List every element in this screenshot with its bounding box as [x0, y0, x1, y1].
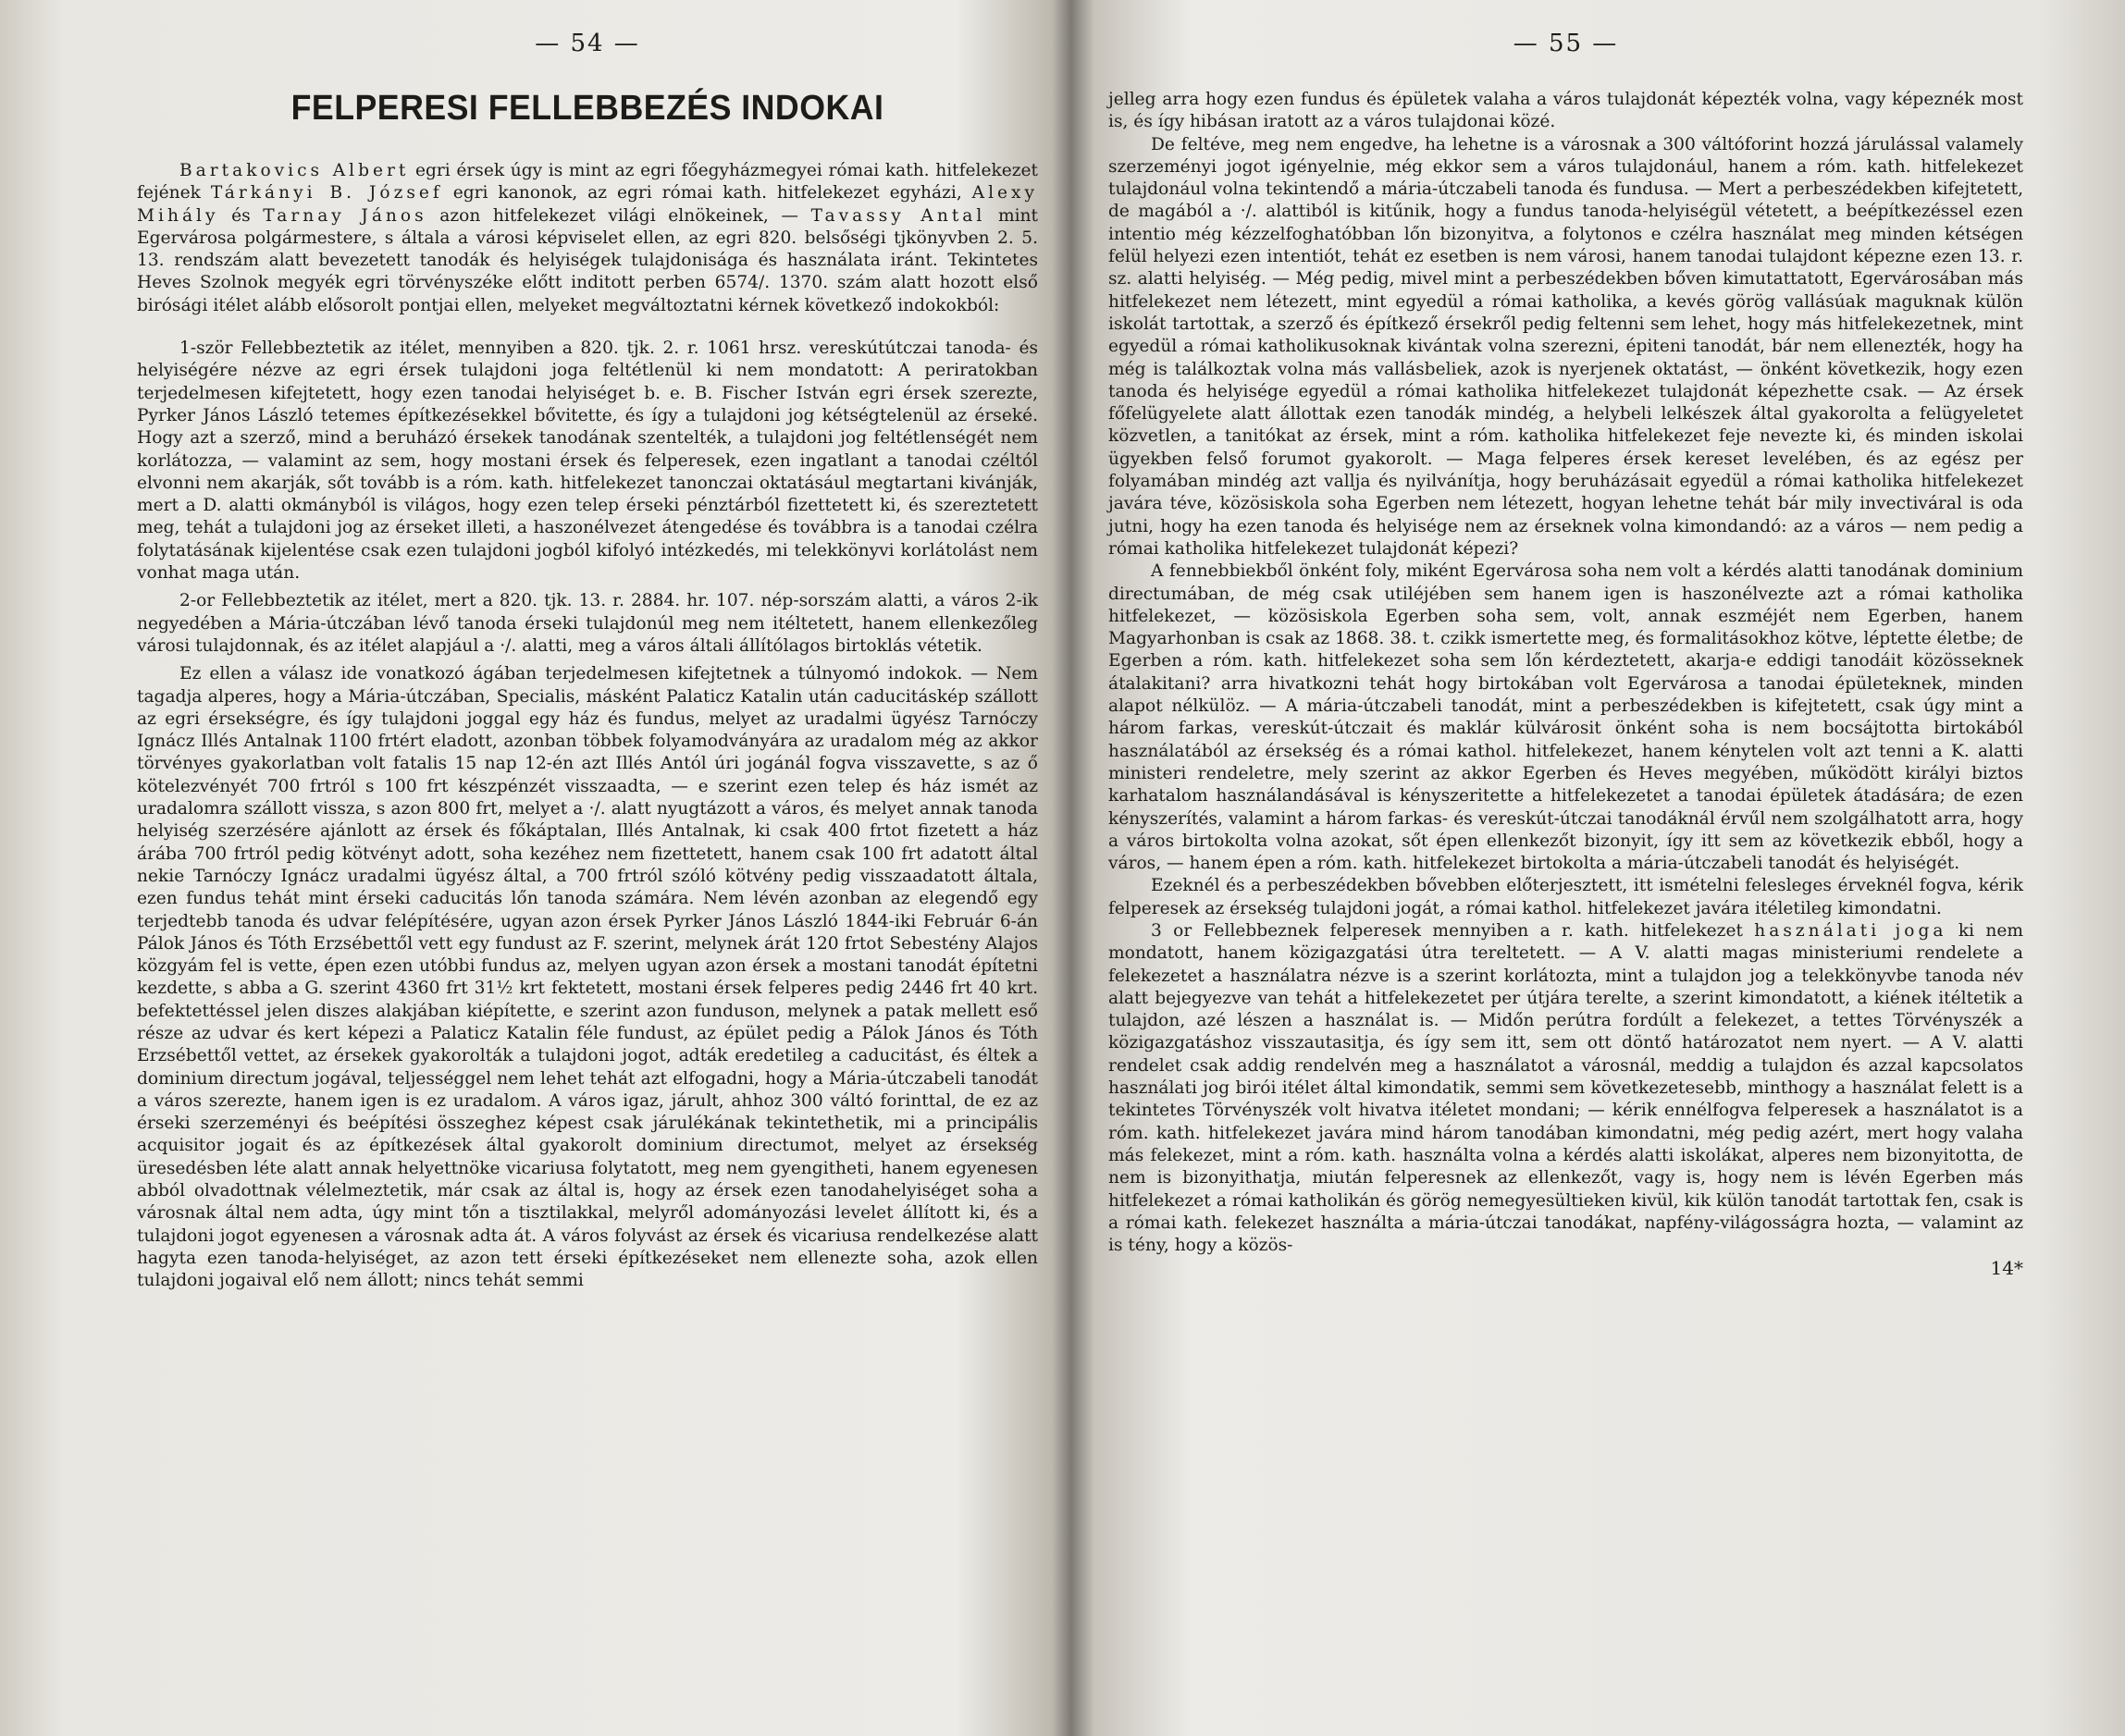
left-page-text [137, 160, 1038, 1293]
emphasized-term: használati joga [1754, 920, 1947, 941]
paragraph-point-1: 1-ször Fellebbeztetik az itélet, mennyiben a 820. tjk. 2. r. 1061 hrsz. vereskútútczai tanoda- és helyiségére nézve az egri érsek tulajdoni joga feltétlenül ki nem mondatott: A periratokban terjedelmesen kifejtetett, hogy ezen tanodai helyiséget b. e. B. Fischer István egri érsek szerezte, Pyrker János László tetemes építkezésekkel bővitette, és így a tulajdoni jog kétségtelenül az érseké. Hogy azt a szerző, mind a beruházó érsekek tanodának szentelték, a tulajdoni jog feltétlenségét nem korlátozza, — valamint az sem, hogy mostani érsek és felperesek, ezen ingatlant a tanodai czéltól elvonni nem akarják, sőt tovább is a róm. kath. hitfelekezet tanonczai oktatásául megtartani kivánják, mert a D. alatti okmányból is világos, hogy ezen telep érseki pénztárból fizettetett ki, és szereztetett meg, tehát a tulajdoni jog az érseket illeti, a haszonélvezet átengedése és továbbra is a tanodai czélra folytatásának kijelentése csak ezen tulajdoni jogból kifolyó intézkedés, mi telekkönyvi korlátolást nem vonhat maga után. [137, 339, 1038, 584]
printer-signature: 14* [1990, 1257, 2023, 1280]
paragraph-point-2: 2-or Fellebbeztetik az itélet, mert a 820. tjk. 13. r. 2884. hr. 107. nép-sorszám alatti, a város 2-ik negyedében a Mária-útczában lévő tanoda érseki tulajdonúl meg nem itéltetett, hanem ellenkezőleg városi tulajdonnak, és az itélet alapjául a ·/. alatti, meg a város általi állítólagos birtoklás vétetik. [137, 591, 1038, 656]
paragraph-continued: jelleg arra hogy ezen fundus és épületek valaha a város tulajdonát képezték volna, vagy képeznék most is, és így hibásan iratott az a város tulajdonai közé. [1108, 90, 2023, 132]
right-page-text [1108, 89, 2023, 1279]
page-number-right: — 55 — [1513, 30, 1619, 57]
intro-paragraph: Bartakovics Albert egri érsek úgy is mint az egri főegyházmegyei római kath. hitfelekezet fejének Tárkányi B. József egri kanonok, az egri római kath. hitfelekezet egyházi, Alexy Mihály és Tarnay János azon hitfelekezet világi elnökeinek, — Tavassy Antal mint Egervárosa polgármestere, s általa a városi képviselet ellen, az egri 820. belsőségi tjkönyvben 2. 5. 13. rendszám alatt bevezetett tanodák és helyiségek tulajdonisága és használata iránt. Tekintetes Heves Szolnok megyék egri törvényszéke előtt inditott perben 6574/. 1370. szám alatt hozott első birósági itélet alább elősorolt pontjai ellen, melyeket megváltoztatni kérnek következő indokokból: [137, 161, 1039, 315]
page-number-left: — 54 — [535, 30, 640, 57]
section-heading: FELPERESI FELLEBBEZÉS INDOKAI [290, 89, 884, 128]
paragraph-right-2: A fennebbiekből önként foly, miként Egervárosa soha nem volt a kérdés alatti tanodának dominium directumában, de még csak utiléjében sem hanem igen is haszonélvezte azt a római katholika hitfelekezet, — közösiskola Egerben soha sem, volt, annak eszméjét nem Egerben, hanem Magyarhonban is csak az 1868. 38. t. czikk ismertette meg, és formalitásokhoz kötve, léptette életbe; de Egerben a róm. kath. hitfelekezet soha sem lőn kérdeztetett, akarja-e eddigi tanodáit közösseknek átalakitani? arra hivatkozni tehát hogy birtokában volt Egervárosa a tanodai épületeknek, minden alapot nélkülöz. — A mária-útczabeli tanodát, mint a perbeszédekben is kifejtetett, csak úgy mint a három farkas, vereskút-útczait és maklár külvárosit önként soha is nem bocsájtotta birtokából használatából az érsekség és a római kathol. hitfelekezet, hanem kénytelen volt azt tenni a K. alatti ministeri rendeletre, mely szerint az akkor Egerben és Heves megyében, működött királyi biztos karhatalom használandásával is kényszeritette a hitfelekezetet a tanodai épületek átadására; de ezen kényszerítés, valamint a három farkas- és vereskút-útczai tanodáknál érvűl nem szolgálhatott arra, hogy a város birtokolta volna azokat, sőt épen ellenkezőt bizonyit, így itt sem az következik ebből, hogy a város, — hanem épen a róm. kath. hitfelekezet birtokolta a mária-útczabeli tanodát és helyiségét. [1108, 561, 2023, 874]
paragraph-right-1: De feltéve, meg nem engedve, ha lehetne is a városnak a 300 váltóforint hozzá járulással valamely szerzeményi jogot igényelnie, még ekkor sem a város tulajdonául, hanem a róm. kath. hitfelekezet tulajdonául volna tekintendő a mária-útczabeli tanoda és fundusa. — Mert a perbeszédekben kifejtetett, de magából a ·/. alattiból is kitűnik, hogy a fundus tanoda-helyiségül vétetett, a beépítkezéssel ezen intentio még kézzelfoghatóbban lőn bizonyitva, a folytonos e czélra használat meg minden kétségen felül helyezi ezen intentiót, tehát ez esetben is nem városi, hanem tanodai tulajdont képezne ezen 13. r. sz. alatti helyiség. — Még pedig, mivel mint a perbeszédekben bőven kimutattatott, Egervárosában más hitfelekezet nem létezett, mint egyedül a római katholika, a kevés görög vallásúak maguknak külön iskolát tartottak, a szerző és építkező érsekről pedig feltenni sem lehet, hogy más hitfelekezetnek, mint egyedül a római katholikusoknak kivántak volna szerezni, épiteni tanodát, bár nem ellenezték, hogy ha még is találkoztak volna más vallásbeliek, azok is nyerjenek oktatást, — önként következik, hogy ezen tanoda és helyisége egyedül a római katholika hitfelekezet tulajdonát képezhette csak. — Az érsek főfelügyelete alatt állottak ezen tanodák mindég, a helybeli lelkészek által gyakorolta a felügyeletet közvetlen, a tanitókat az érsek, mint a róm. katholika hitfelekezet feje nevezte ki, és minden iskolai ügyekben felső forumot gyakorolt. — Maga felperes érsek kereset levelében, és az egész per folyamában mindég azt vallja és nyilvánítja, hogy beruházásait egyedül a római katholika hitfelekezet javára téve, közösiskola soha Egerben nem létezett, hogyan lehetne tehát bár mily invectiváral is oda jutni, hogy ha ezen tanoda és helyisége nem az érseknek volna kimondandó: az a város — nem pedig a római katholika hitfelekezet tulajdonát képezi? [1108, 134, 2023, 559]
paragraph-reply: Ez ellen a válasz ide vonatkozó ágában terjedelmesen kifejtetnek a túlnyomó indokok. — Nem tagadja alperes, hogy a Mária-útczában, Specialis, másként Palaticz Katalin után caducitáskép szállott az egri érsekségre, és így tulajdoni joggal egy ház és fundus, melyet az uradalmi ügyész Tarnóczy Ignácz Illés Antalnak 1100 frtért eladott, azonban többek folyamodványára az uradalom még az akkor törvényes gyakorlatban volt fatalis 15 nap 12-én azt Illés Antól úri jogánál fogva visszavette, s az ő kötelezvényét 700 frtról s 100 frt készpénzét visszaadta, — e szerint ezen telep és ház ismét az uradalomra szállott vissza, s azon 800 frt, melyet a ·/. alatt nyugtázott a város, és melyet annak tanoda helyiség szerzésére ajánlott az érsek és főkáptalan, Illés Antalnak, ki csak 400 frtot fizetett a ház árába 700 frtról pedig kötvényt adott, soha kezéhez nem fizettetett, hanem csak 100 frt adatott által nekie Tarnóczy Ignácz uradalmi ügyész által, a 700 frtról szóló kötvény pedig visszaadatott általa, ezen fundus tehát mint érseki caducitás lőn tanoda számára. Nem lévén azonban az elegendő egy terjedtebb tanoda és udvar felépítésére, ugyan azon érsek Pyrker János László 1844-iki Február 6-án Pálok János és Tóth Erzsébettől vett egy fundust az F. szerint, melynek árát 120 frtot Sebestény Alajos közgyám fel is vette, épen ezen utóbbi fundus az, melyen ugyan azon érsek a mostani tanodát építetni kezdette, s abba a G. szerint 4360 frt 31½ krt fektetett, mostani érsek felperes pedig 2446 frt 40 krt. befektettéssel jelen diszes alakjában kiépítette, e szerint azon funduson, melynek a patak mellett eső része az udvar és kert képezi a Palaticz Katalin féle fundust, az épület pedig a Pálok János és Tóth Erzsébettől vettet, az érsekek gyakorolták a tulajdoni jogot, adták eredetileg a caducitást, és éltek a dominium directum jogával, teljességgel nem lehet tehát azt elfogadni, hogy a Mária-útczabeli tanodát a város szerezte, hanem igen is ez uradalom. A város igaz, járult, ahhoz 300 váltó forinttal, de ez az érseki szerzeményi és beépítési összeghez képest csak járulékának tekintethetik, mi a principális acquisitor jogait és az építkezések által gyakorolt dominium directumot, melyet az érsekség üresedésben léte alatt annak helyettnöke vicariusa folytatott, meg nem gyengitheti, hanem egyenesen abból olvadottnak vélelmeztetik, már csak az által is, hogy az érsek ezen tanodahelyiséget soha a városnak által nem adta, úgy mint tőn a tisztilakkal, melyről adományozási levelet állított ki, és a tulajdoni jogot egyenesen a városnak adta át. A város folyvást az érsek és vicariusa rendelkezése alatt hagyta ezen tanoda-helyiséget, az azon tett érseki építkezéseket nem ellenezte soha, azok ellen tulajdoni jogaival elő nem állott; nincs tehát semmi [137, 664, 1038, 1291]
person-name: Tavassy Antal [810, 205, 986, 226]
person-name: Tárkányi B. József [210, 183, 443, 203]
right-page [1073, 0, 2125, 1736]
paragraph-point-3: 3 or Fellebbeznek felperesek mennyiben a r. kath. hitfelekezet használati joga ki nem mondatott, hanem közigazgatási útra tereltetett. — A V. alatti magas ministeriumi rendelete a felekezetet a használatra nézve is a szerint korlátozta, mint a tulajdon jog a telekkönyvbe tanoda név alatt bejegyezve van tehát a hitfelekezetet per útjára terelte, a szerint kimondatott, a kiének itéltetik a tulajdon, azé lészen a használat is. — Midőn perútra fordúlt a felekezet, a tettes Törvényszék a közigazgatáshoz visszautasitja, és így sem itt, sem ott döntő határozatot nem nyert. — A V. alatti rendelet csak addig rendelvén meg a használatot a városnál, meddig a tulajdon és azzal kapcsolatos használati jog birói itélet által kimondatik, semmi sem következetesebb, minthogy a használat felett is a tekintetes Törvényszék volt hivatva itéletet mondani; — kérik ennélfogva felperesek a használatot is a róm. kath. hitfelekezet javára mind három tanodában kimondatni, még pedig azért, mert hogy valaha más felekezet, mint a róm. kath. használta volna a kérdés alatti iskolákat, alperes nem bizonyitotta, de nem is bizonyithatja, miután felperesnek az ellenkezőt, vagy is, hogy nem is lévén Egerben más hitfelekezet a római katholikán és görög nemegyesültieken kivül, kik külön tanodát tartottak fen, csak is a római kath. felekezet használta a mária-útczai tanodákat, napfény-világosságra hozta, — valamint az is tény, hogy a közös- [1108, 920, 2023, 1256]
person-name: Tarnay János [263, 205, 427, 226]
person-name: Alexy Mihály [137, 183, 1039, 226]
left-page [0, 0, 1055, 1736]
paragraph-right-3: Ezeknél és a perbeszédekben bővebben előterjesztett, itt ismételni felesleges érveknél fogva, kérik felperesek az érsekség tulajdoni jogát, a római kathol. hitfelekezet javára itéletileg kimondatni. [1108, 876, 2023, 918]
person-name: Bartakovics Albert [179, 161, 410, 180]
